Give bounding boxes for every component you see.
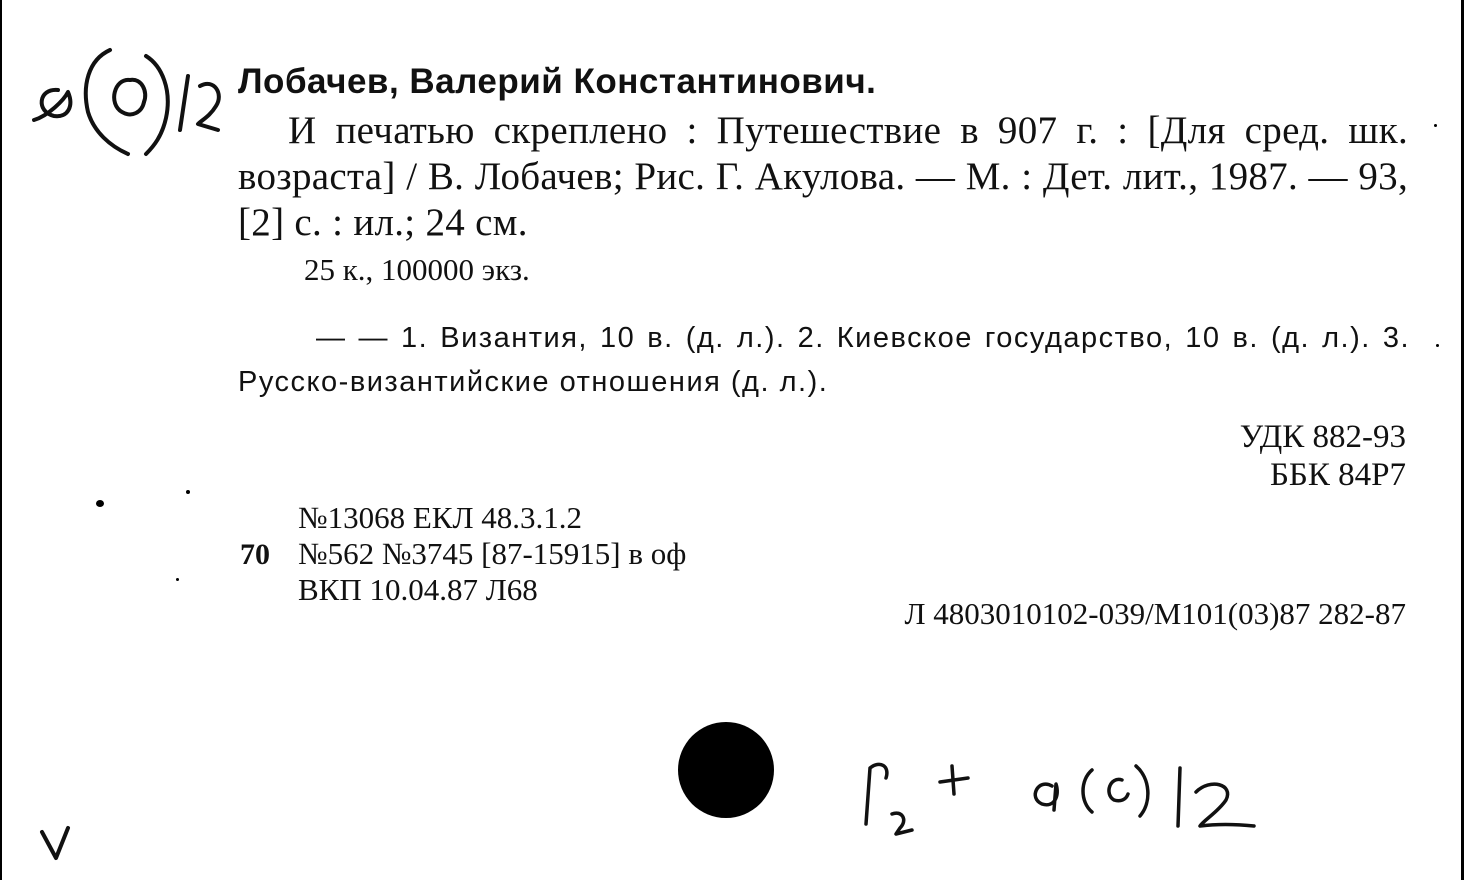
udc-code: УДК 882-93 (1239, 419, 1406, 455)
registration-prefix: 70 (240, 538, 270, 571)
registration-line: №562 №3745 [87-15915] в оф (298, 536, 687, 571)
scan-speck (1434, 124, 1437, 127)
price-and-print-run: 25 к., 100000 экз. (304, 252, 530, 287)
card-punch-hole (678, 722, 774, 818)
author-heading: Лобачев, Валерий Константинович. (238, 62, 877, 101)
registration-line: ВКП 10.04.87 Л68 (298, 572, 538, 607)
classification-block (1240, 418, 1406, 494)
scan-speck (96, 500, 104, 507)
registration-block (298, 500, 686, 608)
scan-speck (186, 490, 190, 494)
subject-headings: — — 1. Византия, 10 в. (д. л.). 2. Киевское государство, 10 в. (д. л.). 3. Русско-византийские отношения (д. л.). (238, 322, 1410, 398)
bibliographic-description: И печатью скреплено : Путешествие в 907 г. : [Для сред. шк. возраста] / В. Лобачев; Рис. Г. Акулова. — М. : Дет. лит., 1987. — 93, [2] с. : ил.; 24 см. (238, 109, 1408, 244)
scan-speck (176, 578, 179, 581)
bbk-code: ББК 84Р7 (1269, 457, 1406, 493)
handwritten-check-mark (36, 822, 76, 864)
scan-speck (1436, 344, 1439, 347)
handwritten-shelf-mark-bottom (856, 754, 1266, 844)
card-left-edge (0, 0, 2, 880)
series-code: Л 4803010102-039/М101(03)87 282-87 (904, 596, 1406, 631)
registration-line: №13068 ЕКЛ 48.3.1.2 (298, 500, 582, 535)
handwritten-shelf-mark-top (18, 20, 228, 160)
